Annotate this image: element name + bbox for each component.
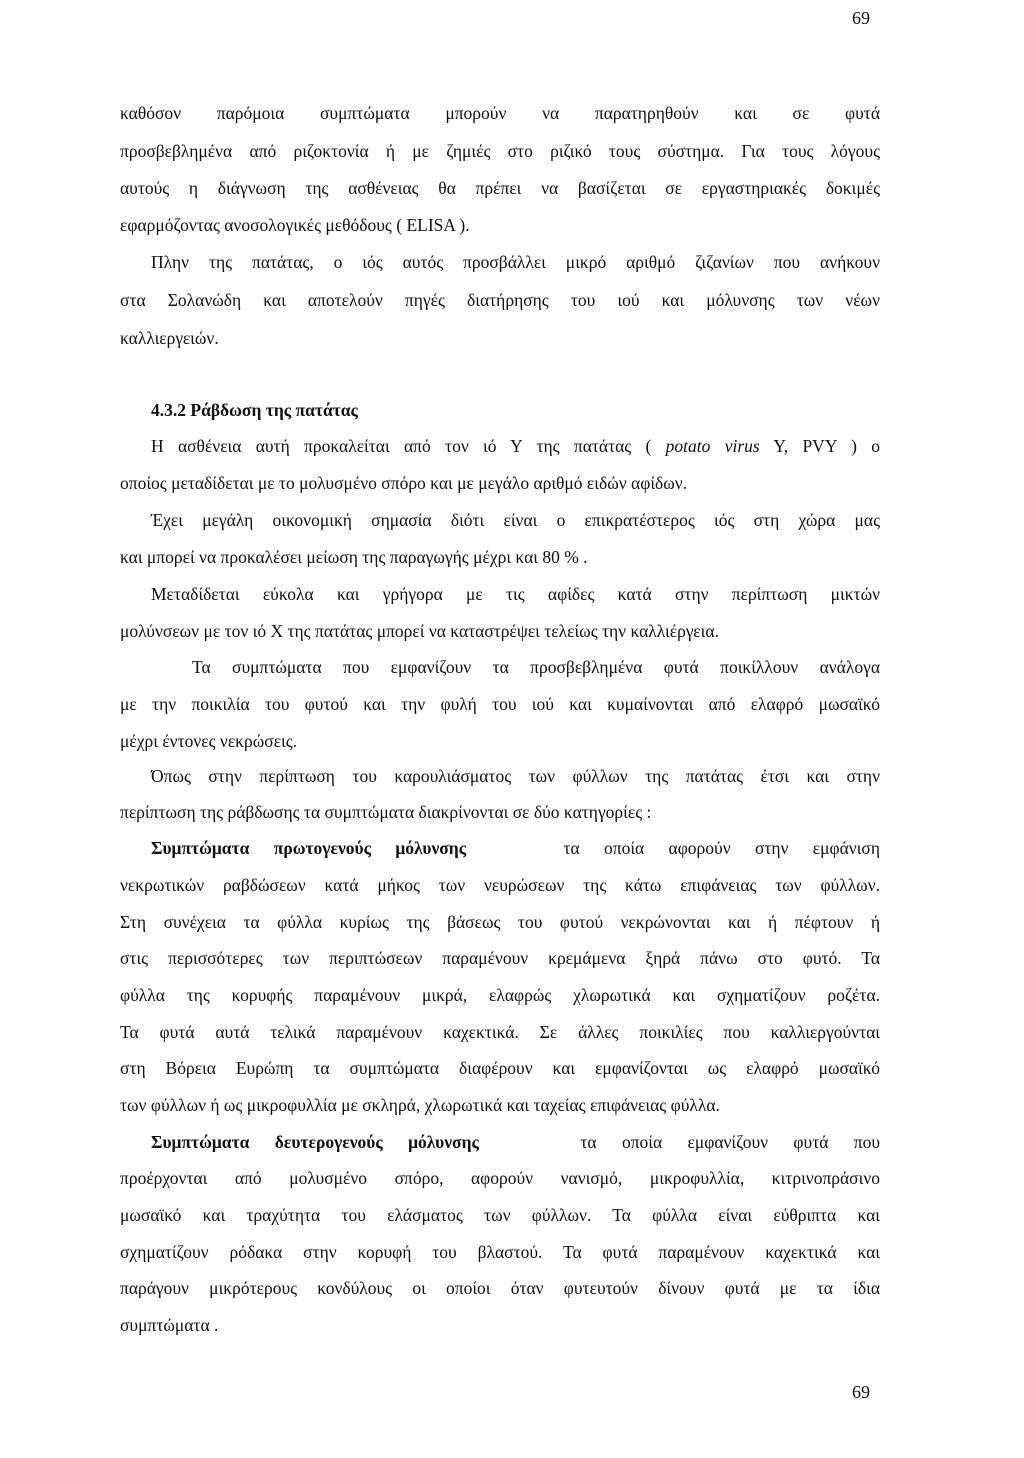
page-number-top: 69 [852, 8, 870, 28]
page-number-bottom: 69 [852, 1382, 870, 1402]
bold-term: Συμπτώματα πρωτογενούς μόλυνσης [151, 838, 467, 858]
text-line: Μεταδίδεται εύκολα και γρήγορα με τις αφίδες κατά στην περίπτωση μικτών [151, 584, 880, 604]
text-line: συμπτώματα . [120, 1315, 219, 1335]
text-line: των φύλλων ή ως μικροφυλλία με σκληρά, χλωρωτικά και ταχείας επιφάνειας φύλλα. [120, 1095, 720, 1115]
text-line: Έχει μεγάλη οικονομική σημασία διότι είναι ο επικρατέστερος ιός στη χώρα μας [151, 510, 880, 530]
text-line: παράγουν μικρότερους κονδύλους οι οποίοι όταν φυτευτούν δίνουν φυτά με τα ίδια [120, 1278, 880, 1298]
text-line: Η ασθένεια αυτή προκαλείται από τον ιό Υ της πατάτας ( potato virus Y, PVY ) ο [151, 436, 881, 456]
text-line: μολύνσεων με τον ιό Χ της πατάτας μπορεί να καταστρέψει τελείως την καλλιέργεια. [120, 621, 719, 641]
text-line: μέχρι έντονες νεκρώσεις. [120, 731, 298, 751]
text-line: αυτούς η διάγνωση της ασθένειας θα πρέπει να βασίζεται σε εργαστηριακές δοκιμές [120, 178, 880, 198]
text-line: με την ποικιλία του φυτού και την φυλή του ιού και κυμαίνονται από ελαφρό μωσαϊκό [120, 694, 880, 714]
text-line: Στη συνέχεια τα φύλλα κυρίως της βάσεως του φυτού νεκρώνονται και ή πέφτουν ή [120, 912, 880, 932]
text-line: Συμπτώματα πρωτογενούς μόλυνσης τα οποία αφορούν στην εμφάνιση [151, 838, 881, 858]
text-line: στις περισσότερες των περιπτώσεων παραμένουν κρεμάμενα ξηρά πάνω στο φυτό. Τα [120, 948, 880, 968]
text-line: προέρχονται από μολυσμένο σπόρο, αφορούν νανισμό, μικροφυλλία, κιτρινοπράσινο [120, 1168, 880, 1188]
text-line: προσβεβλημένα από ριζοκτονία ή με ζημιές στο ριζικό τους σύστημα. Για τους λόγους [120, 141, 880, 161]
text-line: Τα συμπτώματα που εμφανίζουν τα προσβεβλημένα φυτά ποικίλλουν ανάλογα [192, 657, 880, 677]
text-line: καθόσον παρόμοια συμπτώματα μπορούν να παρατηρηθούν και σε φυτά [120, 103, 880, 123]
text-line: και μπορεί να προκαλέσει μείωση της παραγωγής μέχρι και 80 % . [120, 547, 588, 567]
text-line: φύλλα της κορυφής παραμένουν μικρά, ελαφρώς χλωρωτικά και σχηματίζουν ροζέτα. [120, 985, 880, 1005]
text-line: καλλιεργειών. [120, 328, 219, 348]
text-line: εφαρμόζοντας ανοσολογικές μεθόδους ( ELISA ). [120, 215, 470, 235]
bold-term: Συμπτώματα δευτερογενούς μόλυνσης [151, 1132, 479, 1152]
text-line: νεκρωτικών ραβδώσεων κατά μήκος των νευρώσεων της κάτω επιφάνειας των φύλλων. [120, 875, 880, 895]
text-line: μωσαϊκό και τραχύτητα του ελάσματος των φύλλων. Τα φύλλα είναι εύθριπτα και [120, 1205, 880, 1225]
text-line: οποίος μεταδίδεται με το μολυσμένο σπόρο και με μεγάλο αριθμό ειδών αφίδων. [120, 473, 688, 493]
text-line: στη Βόρεια Ευρώπη τα συμπτώματα διαφέρουν και εμφανίζονται ως ελαφρό μωσαϊκό [120, 1058, 880, 1078]
text-line: περίπτωση της ράβδωσης τα συμπτώματα διακρίνονται σε δύο κατηγορίες : [120, 802, 652, 822]
text-line: στα Σολανώδη και αποτελούν πηγές διατήρησης του ιού και μόλυνσης των νέων [120, 290, 880, 310]
text-line: Τα φυτά αυτά τελικά παραμένουν καχεκτικά. Σε άλλες ποικιλίες που καλλιεργούνται [120, 1022, 880, 1042]
text-line: σχηματίζουν ρόδακα στην κορυφή του βλαστού. Τα φυτά παραμένουν καχεκτικά και [120, 1242, 880, 1262]
section-heading: 4.3.2 Ράβδωση της πατάτας [151, 400, 358, 420]
latin-virus-name: potato virus [665, 436, 760, 456]
text-line: Συμπτώματα δευτερογενούς μόλυνσης τα οποία εμφανίζουν φυτά που [151, 1132, 881, 1152]
text-line: Πλην της πατάτας, ο ιός αυτός προσβάλλει μικρό αριθμό ζιζανίων που ανήκουν [151, 252, 880, 272]
text-line: Όπως στην περίπτωση του καρουλιάσματος των φύλλων της πατάτας έτσι και στην [151, 766, 880, 786]
